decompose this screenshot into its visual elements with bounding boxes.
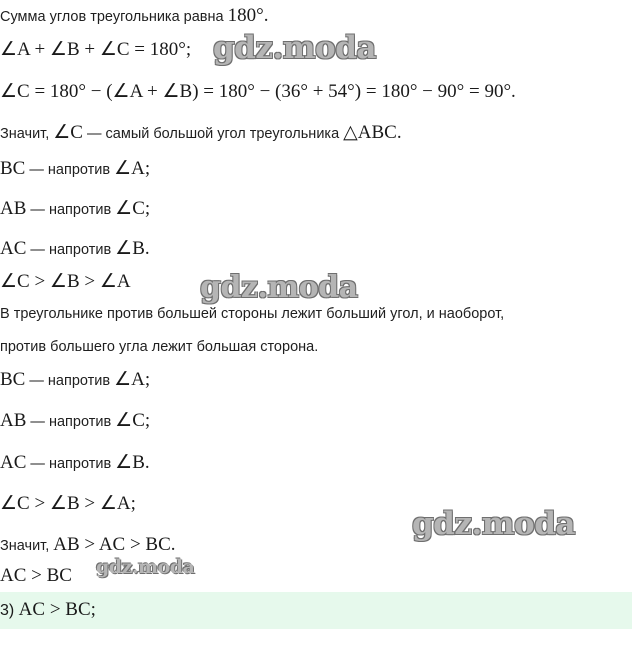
math-ab: AB: [0, 410, 27, 431]
watermark-1: gdz.moda: [213, 30, 376, 66]
math-angle-c: ∠C;: [115, 410, 151, 431]
math-angle-a: ∠A;: [114, 369, 151, 390]
answer-math: AC > BC;: [18, 599, 96, 620]
line-3-angle-c: ∠C = 180° − (∠A + ∠B) = 180° − (36° + 54°) = 180° − 90° = 90°.: [0, 81, 516, 102]
line-16-ac-gt-bc: AC > BC: [0, 565, 72, 586]
therefore-text: Значит,: [0, 126, 54, 142]
math-bc: BC: [0, 158, 26, 179]
opposite-text: — напротив: [26, 456, 116, 472]
answer-highlight: [0, 592, 632, 629]
line-12: [0, 409, 150, 432]
rule-text-2: против большего угла лежит большая сторона.: [0, 339, 319, 355]
opposite-text: — напротив: [25, 373, 115, 389]
math-angle-a: ∠A;: [114, 158, 151, 179]
line-11: [0, 368, 150, 391]
math-ac: AC: [0, 238, 27, 259]
watermark-4: gdz.moda: [96, 556, 195, 578]
line-8-angle-order: ∠C > ∠B > ∠A: [0, 271, 131, 292]
answer-prefix: 3): [0, 602, 19, 619]
therefore-text: Значит,: [0, 538, 54, 554]
sum-angles-text: Сумма углов треугольника равна: [0, 9, 228, 25]
math-angle-b: ∠B.: [115, 238, 150, 259]
math-angle-c: ∠C;: [115, 198, 151, 219]
line-1: [0, 5, 268, 27]
line-13: [0, 451, 150, 474]
line-7: [0, 237, 150, 260]
line-5: [0, 157, 150, 180]
opposite-text: — напротив: [26, 242, 116, 258]
line-2-angle-sum: ∠A + ∠B + ∠C = 180°;: [0, 39, 192, 60]
rule-text-1: В треугольнике против большей стороны лежит больший угол, и наоборот,: [0, 306, 505, 322]
math-bc: BC: [0, 369, 26, 390]
line-15: [0, 534, 176, 556]
opposite-text: — напротив: [25, 162, 115, 178]
answer-line: [0, 599, 96, 621]
line-4: [0, 121, 402, 144]
math-triangle-abc: △ABC.: [343, 122, 402, 143]
math-angle-b: ∠B.: [115, 452, 150, 473]
opposite-text: — напротив: [26, 202, 116, 218]
largest-angle-text: — самый большой угол треугольника: [82, 126, 344, 142]
watermark-2: gdz.moda: [200, 270, 358, 305]
line-14-angle-order: ∠C > ∠B > ∠A;: [0, 493, 136, 514]
math-180: 180°.: [227, 5, 269, 26]
math-ab: AB: [0, 198, 27, 219]
math-angle-c: ∠C: [53, 122, 83, 143]
watermark-3: gdz.moda: [412, 506, 575, 542]
math-side-order: AB > AC > BC.: [53, 534, 176, 555]
opposite-text: — напротив: [26, 414, 116, 430]
line-6: [0, 197, 150, 220]
math-ac: AC: [0, 452, 27, 473]
